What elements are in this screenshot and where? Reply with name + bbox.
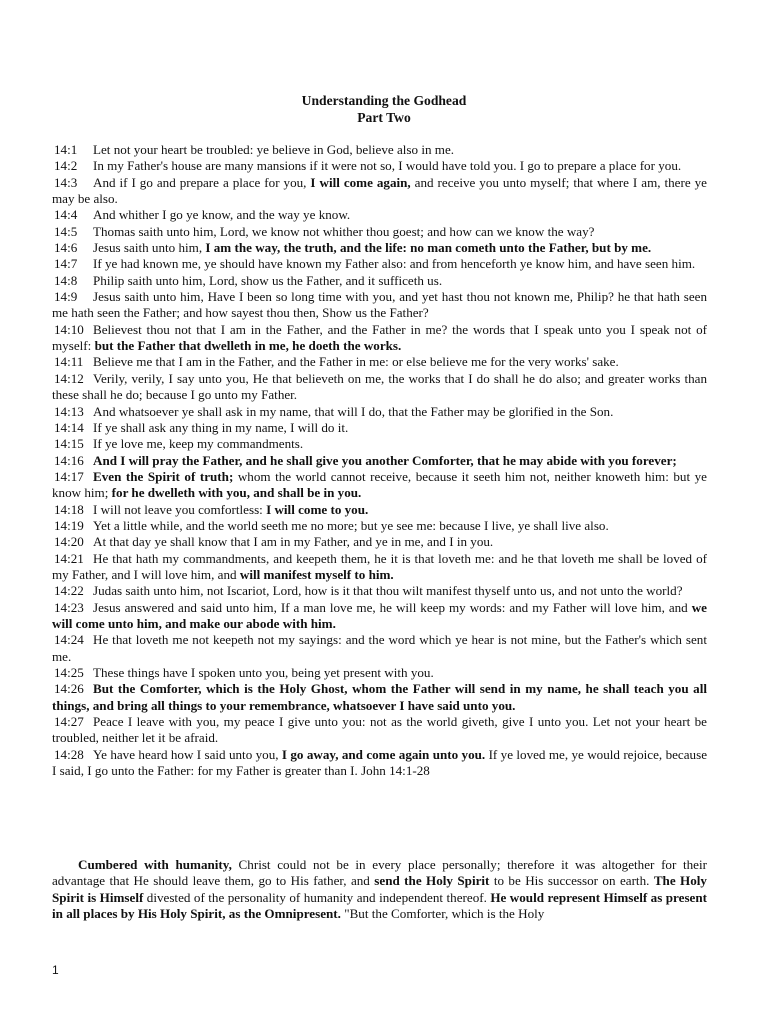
- commentary-emphasis: He would represent Himself as present in all places by His Holy Spirit, as the Omnipresent.: [52, 889, 707, 922]
- verse-number: 14:6: [54, 240, 78, 256]
- verse-text: Believe me that I am in the Father, and the Father in me: or else believe me for the very works' sake.: [93, 354, 619, 370]
- verse: [52, 371, 707, 404]
- verse-text: These things have I spoken unto you, being yet present with you.: [93, 665, 434, 680]
- verse: [52, 175, 707, 208]
- verse-text: I will not leave you comfortless:: [93, 501, 267, 517]
- verse: [52, 681, 707, 714]
- verse-number: 14:4: [54, 207, 78, 223]
- verse-text: If ye love me, keep my commandments.: [93, 436, 304, 452]
- verse-number: 14:1: [54, 142, 78, 157]
- verse: [52, 665, 707, 681]
- verse-number: 14:27: [54, 714, 84, 730]
- verse-number: 14:13: [54, 403, 84, 419]
- verse-number: 14:10: [54, 321, 84, 337]
- verse-text: Jesus answered and said unto him, If a man love me, he will keep my words: and my Father will love him, and: [93, 599, 692, 615]
- verse: [52, 714, 707, 747]
- verse-text: Ye have heard how I said unto you,: [93, 746, 282, 762]
- verse-emphasis: Even the Spirit of truth;: [93, 468, 234, 484]
- verse-number: 14:21: [54, 550, 84, 566]
- verse: [52, 256, 707, 272]
- verse: [52, 224, 707, 240]
- verse-number: 14:14: [54, 419, 84, 435]
- verse: [52, 436, 707, 452]
- verse-emphasis: I will come again,: [310, 174, 411, 190]
- title-line-1: Understanding the Godhead: [301, 93, 467, 108]
- verse-emphasis: for he dwelleth with you, and shall be in you.: [111, 485, 362, 501]
- verse-number: 14:5: [54, 223, 78, 239]
- verse: [52, 534, 707, 550]
- verse-text: Thomas saith unto him, Lord, we know not whither thou goest; and how can we know the way?: [93, 223, 595, 239]
- verse: [52, 632, 707, 665]
- verse-number: 14:3: [54, 174, 78, 190]
- verse-text: If ye loved me, ye would rejoice, because I said, I go unto the Father: for my Father is greater than I. John 14:1-28: [52, 746, 708, 779]
- verse-number: 14:20: [54, 534, 84, 550]
- verse: [52, 453, 707, 469]
- verse-emphasis: I am the way, the truth, and the life: no man cometh unto the Father, but by me.: [205, 240, 652, 256]
- verse-text: In my Father's house are many mansions if it were not so, I would have told you. I go to prepare a place for you.: [93, 158, 682, 174]
- verse-number: 14:8: [54, 272, 78, 288]
- verse: [52, 354, 707, 370]
- verse-number: 14:23: [54, 599, 84, 615]
- verse-text: Verily, verily, I say unto you, He that believeth on me, the works that I do shall he do also; and greater works than these shall he do; because I go unto my Father.: [52, 370, 707, 403]
- commentary-text: Christ could not be in every place personally; therefore it was altogether for their advantage that He should leave them, go to His father, and: [52, 857, 707, 889]
- commentary-text: divested of the personality of humanity and independent thereof.: [143, 889, 491, 905]
- verse-emphasis: I go away, and come again unto you.: [281, 746, 486, 762]
- scripture-passage: [52, 142, 707, 779]
- verse: [52, 240, 707, 256]
- verse-emphasis: we will come unto him, and make our abode with him.: [52, 599, 707, 631]
- verse-number: 14:22: [54, 583, 84, 599]
- verse: [52, 289, 707, 322]
- verse-emphasis: but the Father that dwelleth in me, he doeth the works.: [94, 338, 402, 354]
- verse: [52, 600, 707, 633]
- verse-emphasis: And I will pray the Father, and he shall give you another Comforter, that he may abide with you forever;: [93, 452, 677, 468]
- verse-emphasis: will manifest myself to him.: [239, 566, 394, 582]
- verse: [52, 273, 707, 289]
- verse: [52, 747, 707, 780]
- verse: [52, 142, 707, 158]
- verse: [52, 551, 707, 584]
- commentary-emphasis: The Holy Spirit is Himself: [52, 873, 707, 905]
- verse-text: and receive you unto myself; that where I am, there ye may be also.: [52, 174, 707, 207]
- verse-text: Philip saith unto him, Lord, show us the Father, and it sufficeth us.: [93, 272, 443, 288]
- verse-text: Jesus saith unto him, Have I been so long time with you, and yet hast thou not known me, Philip? he that hath seen me hath seen the Father; and how sayest thou then, Show us the Father?: [52, 289, 707, 321]
- verse-text: Believest thou not that I am in the Father, and the Father in me? the words that I speak unto you I speak not of myself:: [52, 321, 707, 354]
- commentary-text: "But the Comforter, which is the Holy: [340, 906, 545, 922]
- verse-emphasis: But the Comforter, which is the Holy Ghost, whom the Father will send in my name, he shall teach you all things, and bring all things to your remembrance, whatsoever I have said unto you.: [52, 681, 707, 713]
- verse: [52, 518, 707, 534]
- verse-number: 14:15: [54, 436, 84, 452]
- verse-number: 14:24: [54, 632, 84, 648]
- commentary-paragraph: [52, 857, 707, 922]
- verse: [52, 207, 707, 223]
- verse: [52, 583, 707, 599]
- verse: [52, 420, 707, 436]
- verse-emphasis: I will come to you.: [266, 501, 369, 517]
- title-line-2: Part Two: [357, 110, 411, 125]
- verse-text: He that loveth me not keepeth not my sayings: and the word which ye hear is not mine, but the Father's which sent me.: [52, 632, 707, 664]
- verse: [52, 158, 707, 174]
- verse-text: And whither I go ye know, and the way ye know.: [93, 207, 351, 223]
- verse-text: If ye had known me, ye should have known my Father also: and from henceforth ye know him, and have seen him.: [93, 256, 696, 272]
- verse-text: Judas saith unto him, not Iscariot, Lord, how is it that thou wilt manifest thyself unto us, and not unto the world?: [93, 583, 683, 599]
- verse: [52, 502, 707, 518]
- verse-number: 14:26: [54, 681, 84, 697]
- verse-number: 14:18: [54, 501, 84, 517]
- verse-number: 14:17: [54, 468, 84, 484]
- verse-text: He that hath my commandments, and keepeth them, he it is that loveth me: and he that loveth me shall be loved of my Father, and I will love him, and: [52, 550, 707, 582]
- verse: [52, 404, 707, 420]
- verse-number: 14:7: [54, 256, 78, 272]
- verse-text: Peace I leave with you, my peace I give unto you: not as the world giveth, give I unto you. Let not your heart be troubled, neither let it be afraid.: [52, 714, 707, 746]
- document-title: [0, 92, 768, 126]
- commentary-emphasis: send the Holy Spirit: [374, 873, 490, 889]
- page-number: 1: [52, 963, 59, 977]
- verse-number: 14:2: [54, 158, 78, 174]
- commentary-emphasis: Cumbered with humanity,: [78, 857, 232, 872]
- verse-text: At that day ye shall know that I am in my Father, and ye in me, and I in you.: [93, 534, 494, 550]
- verse-number: 14:9: [54, 289, 78, 305]
- verse-number: 14:16: [54, 452, 84, 468]
- verse-number: 14:11: [54, 354, 84, 370]
- verse-number: 14:25: [54, 665, 84, 680]
- commentary-text: to be His successor on earth.: [489, 873, 654, 889]
- verse: [52, 322, 707, 355]
- verse-text: Jesus saith unto him,: [93, 240, 206, 256]
- verse: [52, 469, 707, 502]
- verse-text: Yet a little while, and the world seeth me no more; but ye see me: because I live, ye shall live also.: [93, 517, 609, 533]
- verse-number: 14:19: [54, 517, 84, 533]
- verse-text: whom the world cannot receive, because it seeth him not, neither knoweth him: but ye know him;: [52, 468, 707, 501]
- verse-text: Let not your heart be troubled: ye believe in God, believe also in me.: [93, 142, 455, 157]
- verse-text: If ye shall ask any thing in my name, I will do it.: [93, 419, 349, 435]
- verse-text: And whatsoever ye shall ask in my name, that will I do, that the Father may be glorified in the Son.: [93, 403, 614, 419]
- verse-number: 14:12: [54, 370, 84, 386]
- verse-text: And if I go and prepare a place for you,: [93, 174, 311, 190]
- verse-number: 14:28: [54, 746, 84, 762]
